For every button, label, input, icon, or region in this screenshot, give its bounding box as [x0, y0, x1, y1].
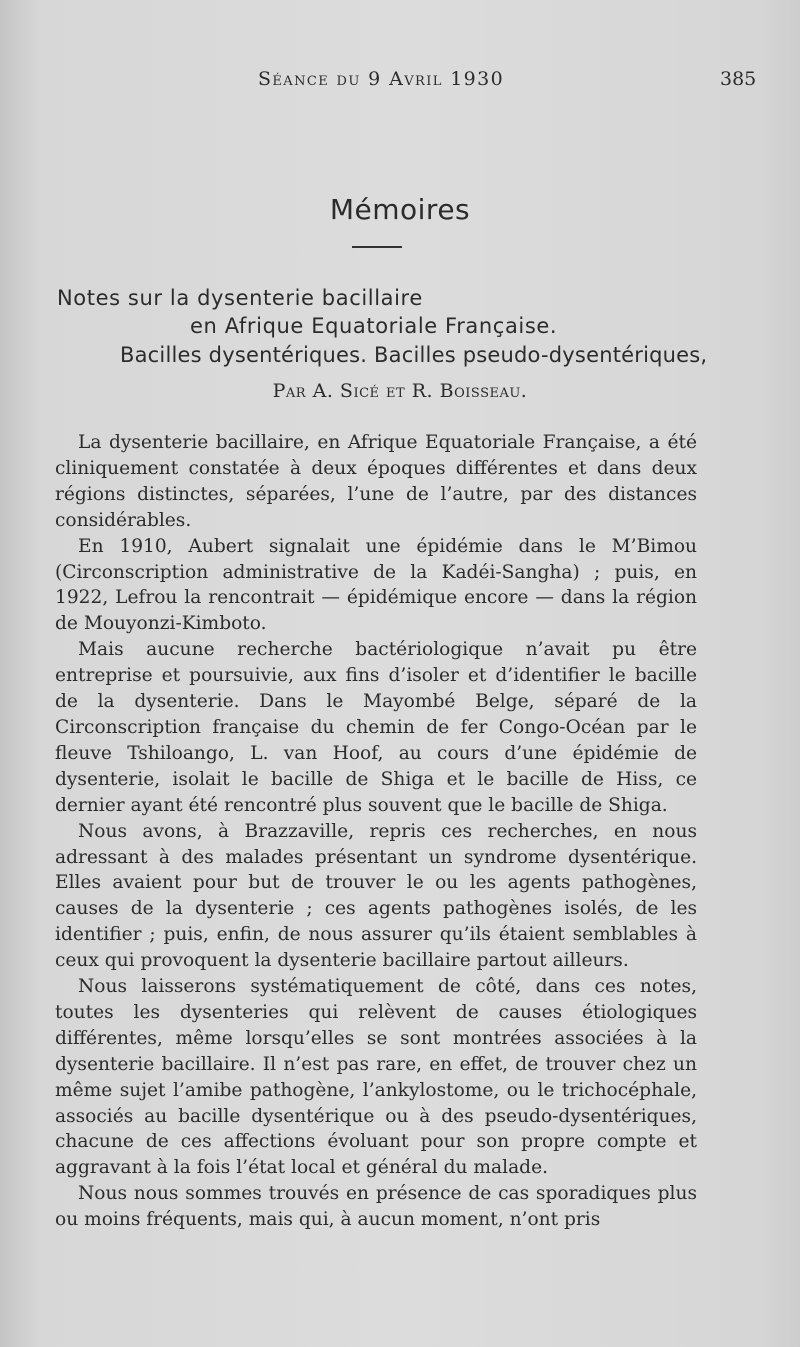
article-title-text-1: Notes sur la dysenterie bacillaire: [57, 286, 423, 310]
running-head: [0, 68, 800, 98]
article-title-text-3: Bacilles dysentériques. Bacilles pseudo-dysentériques,: [120, 343, 708, 367]
paragraph: Mais aucune recherche bactériologique n’avait pu être entreprise et poursuivie, aux fins d’isoler et d’identifier le bacille de la dysenterie. Dans le Mayombé Belge, séparé de la Circonscription française du chemin de fer Congo-Océan par le fleuve Tshiloango, L. van Hoof, au cours d’une épidémie de dysenterie, isolait le bacille de Shiga et le bacille de Hiss, ce dernier ayant été rencontré plus souvent que le bacille de Shiga.: [55, 639, 697, 816]
running-title: Séance du 9 Avril 1930: [258, 68, 505, 90]
paragraph: Nous laisserons systématiquement de côté, dans ces notes, toutes les dysenteries qui relèvent de causes étiologiques différentes, même lorsqu’elles se sont montrées associées à la dysenterie bacillaire. Il n’est pas rare, en effet, de trouver chez un même sujet l’amibe pathogène, l’ankylostome, ou le trichocéphale, associés au bacille dysentérique ou à des pseudo-dysentériques, chacune de ces affections évoluant pour son propre compte et aggravant à la fois l’état local et général du malade.: [55, 976, 697, 1179]
paragraph: La dysenterie bacillaire, en Afrique Equatoriale Française, a été cliniquement constatée à deux époques différentes et dans deux régions distinctes, séparées, l’une de l’autre, par des distances considérables.: [55, 432, 697, 531]
article-title-text-2: en Afrique Equatoriale Française.: [190, 314, 558, 338]
section-divider: [352, 246, 402, 248]
section-title: Mémoires: [329, 193, 471, 226]
paragraph: Nous nous sommes trouvés en présence de cas sporadiques plus ou moins fréquents, mais qui, à aucun moment, n’ont pris: [55, 1183, 697, 1231]
page-number: 385: [720, 68, 757, 90]
paragraph: En 1910, Aubert signalait une épidémie dans le M’Bimou (Circonscription administrative de la Kadéi-Sangha) ; puis, en 1922, Lefrou la rencontrait — épidémique encore — dans la région de Mouyonzi-Kimboto.: [55, 535, 697, 635]
byline: Par A. Sicé et R. Boisseau.: [272, 380, 528, 402]
paragraph: Nous avons, à Brazzaville, repris ces recherches, en nous adressant à des malades présentant un syndrome dysentérique. Elles avaient pour but de trouver le ou les agents pathogènes, causes de la dysenterie ; ces agents pathogènes isolés, de les identifier ; puis, enfin, de nous assurer qu’ils étaient semblables à ceux qui provoquent la dysenterie bacillaire partout ailleurs.: [55, 820, 697, 972]
article-body: [55, 430, 697, 1233]
